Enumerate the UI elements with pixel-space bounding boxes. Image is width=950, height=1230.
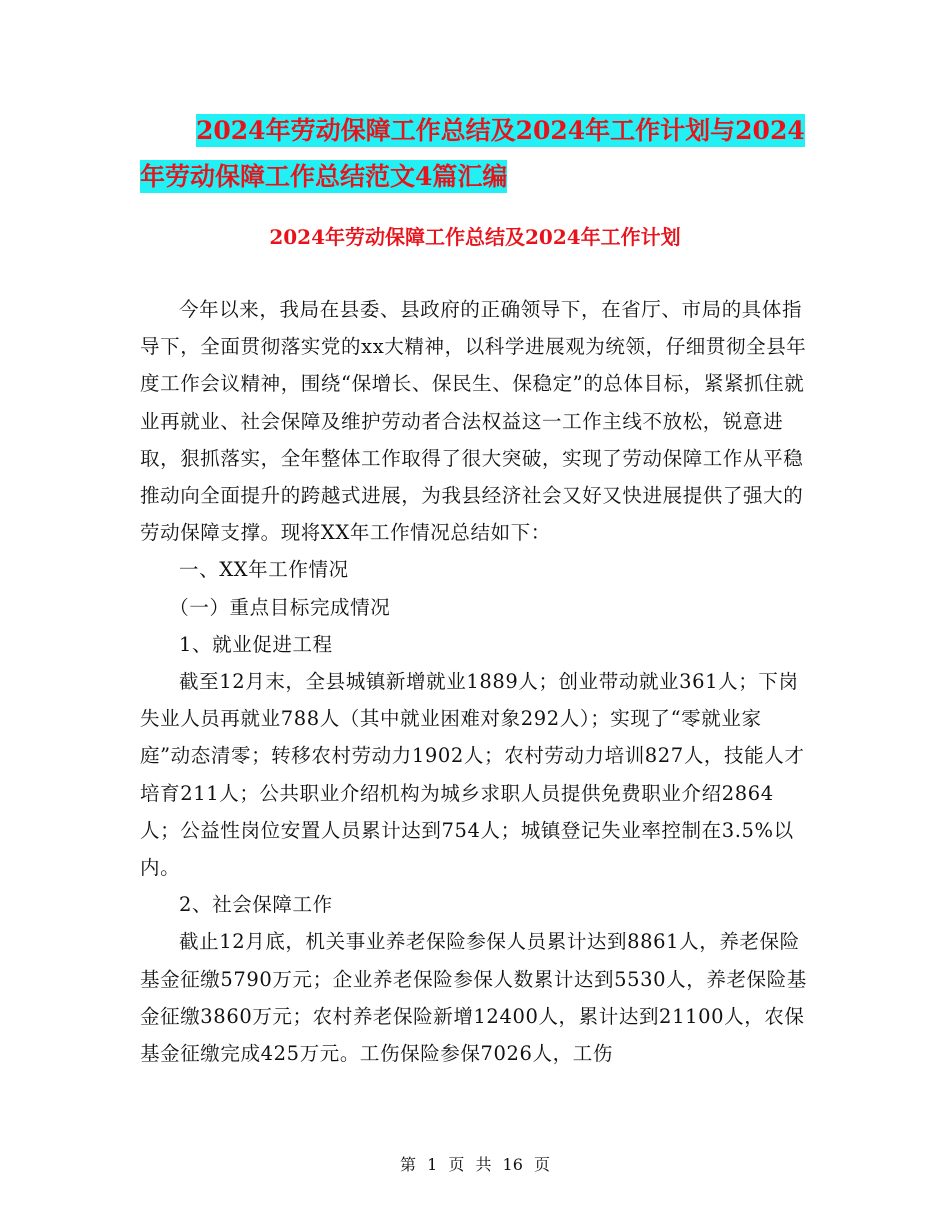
employment-paragraph: 截至12月末，全县城镇新增就业1889人；创业带动就业361人；下岗失业人员再就业788人（其中就业困难对象292人）；实现了“零就业家庭”动态清零；转移农村劳动力1902人；农村劳动力培训827人，技能人才培育211人；公共职业介绍机构为城乡求职人员提供免费职业介绍2864人；公益性岗位安置人员累计达到754人；城镇登记失业率控制在3.5%以内。 — [140, 670, 805, 880]
social-security-paragraph: 截止12月底，机关事业养老保险参保人员累计达到8861人，养老保险基金征缴5790万元；企业养老保险参保人数累计达到5530人，养老保险基金征缴3860万元；农村养老保险新增12400人，累计达到21100人，农保基金征缴完成425万元。工伤保险参保7026人，工伤 — [140, 930, 807, 1066]
item-heading-social-security: 2、社会保障工作 — [179, 893, 333, 917]
section-title: 2024年劳动保障工作总结及2024年工作计划 — [269, 225, 681, 249]
main-title-line-1: 2024年劳动保障工作总结及2024年工作计划与2024 — [196, 116, 805, 145]
item-heading-employment: 1、就业促进工程 — [179, 632, 333, 656]
page-number-footer: 第 1 页 共 16 页 — [400, 1155, 550, 1174]
main-title-line-2: 年劳动保障工作总结范文4篇汇编 — [140, 162, 508, 191]
section-heading-work-status: 一、XX年工作情况 — [179, 558, 349, 582]
document-main-title — [140, 108, 820, 200]
intro-paragraph: 今年以来，我局在县委、县政府的正确领导下，在省厅、市局的具体指导下，全面贯彻落实党的xx大精神，以科学进展观为统领，仔细贯彻全县年度工作会议精神，围绕“保增长、保民生、保稳定”的总体目标，紧紧抓住就业再就业、社会保障及维护劳动者合法权益这一工作主线不放松，锐意进取，狠抓落实，全年整体工作取得了很大突破，实现了劳动保障工作从平稳推动向全面提升的跨越式进展，为我县经济社会又好又快进展提供了强大的劳动保障支撑。现将XX年工作情况总结如下： — [140, 298, 807, 545]
subsection-heading-key-targets: （一）重点目标完成情况 — [169, 595, 391, 619]
document-body — [140, 291, 812, 1072]
